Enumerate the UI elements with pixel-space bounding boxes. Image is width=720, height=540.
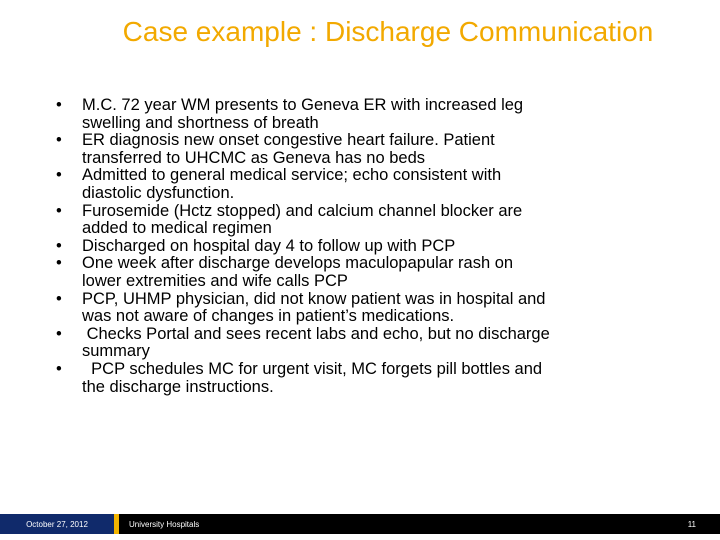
bullet-line: summary — [82, 342, 150, 361]
bullet-list — [48, 97, 688, 396]
bullet-line: PCP schedules MC for urgent visit, MC forgets pill bottles and — [82, 359, 543, 378]
bullet-line: swelling and shortness of breath — [82, 113, 319, 132]
bullet-dot: • — [56, 96, 62, 114]
footer — [0, 514, 720, 534]
footer-organization: University Hospitals — [129, 519, 200, 529]
footer-date: October 27, 2012 — [0, 514, 114, 534]
bullet-line: Furosemide (Hctz stopped) and calcium channel blocker are — [82, 201, 523, 220]
bullet-line: transferred to UHCMC as Geneva has no beds — [82, 148, 425, 167]
bullet-dot: • — [56, 359, 62, 378]
bullet-item — [48, 132, 688, 167]
slide-title: Case example : Discharge Communication — [122, 16, 654, 47]
bullet-line: Discharged on hospital day 4 to follow up with PCP — [82, 236, 456, 255]
bullet-item — [48, 97, 688, 132]
bullet-item — [48, 326, 688, 361]
bullet-item — [48, 361, 688, 396]
bullet-line: the discharge instructions. — [82, 377, 274, 396]
bullet-line: ER diagnosis new onset congestive heart failure. Patient — [82, 131, 495, 150]
bullet-line: diastolic dysfunction. — [82, 183, 235, 202]
bullet-line: added to medical regimen — [82, 219, 272, 238]
footer-bar — [114, 514, 720, 534]
bullet-line: PCP, UHMP physician, did not know patient was in hospital and — [82, 289, 546, 308]
bullet-dot: • — [56, 236, 62, 255]
bullet-dot: • — [56, 201, 62, 220]
bullet-dot: • — [56, 324, 62, 343]
bullet-item — [48, 255, 688, 290]
bullet-dot: • — [56, 254, 62, 273]
bullet-line: was not aware of changes in patient’s medications. — [82, 307, 455, 326]
bullet-item — [48, 203, 688, 238]
bullet-line: Checks Portal and sees recent labs and echo, but no discharge — [82, 324, 550, 343]
bullet-dot: • — [56, 289, 62, 308]
bullet-dot: • — [56, 166, 62, 185]
bullet-item — [48, 167, 688, 202]
bullet-line: One week after discharge develops maculopapular rash on — [82, 254, 514, 273]
bullet-dot: • — [56, 131, 62, 150]
bullet-item — [48, 291, 688, 326]
bullet-line: M.C. 72 year WM presents to Geneva ER with increased leg — [82, 96, 524, 114]
footer-accent-stripe — [114, 514, 119, 534]
bullet-line: Admitted to general medical service; echo consistent with — [82, 166, 502, 185]
bullet-item — [48, 238, 688, 256]
page-number: 11 — [687, 519, 696, 529]
bullet-line: lower extremities and wife calls PCP — [82, 271, 348, 290]
